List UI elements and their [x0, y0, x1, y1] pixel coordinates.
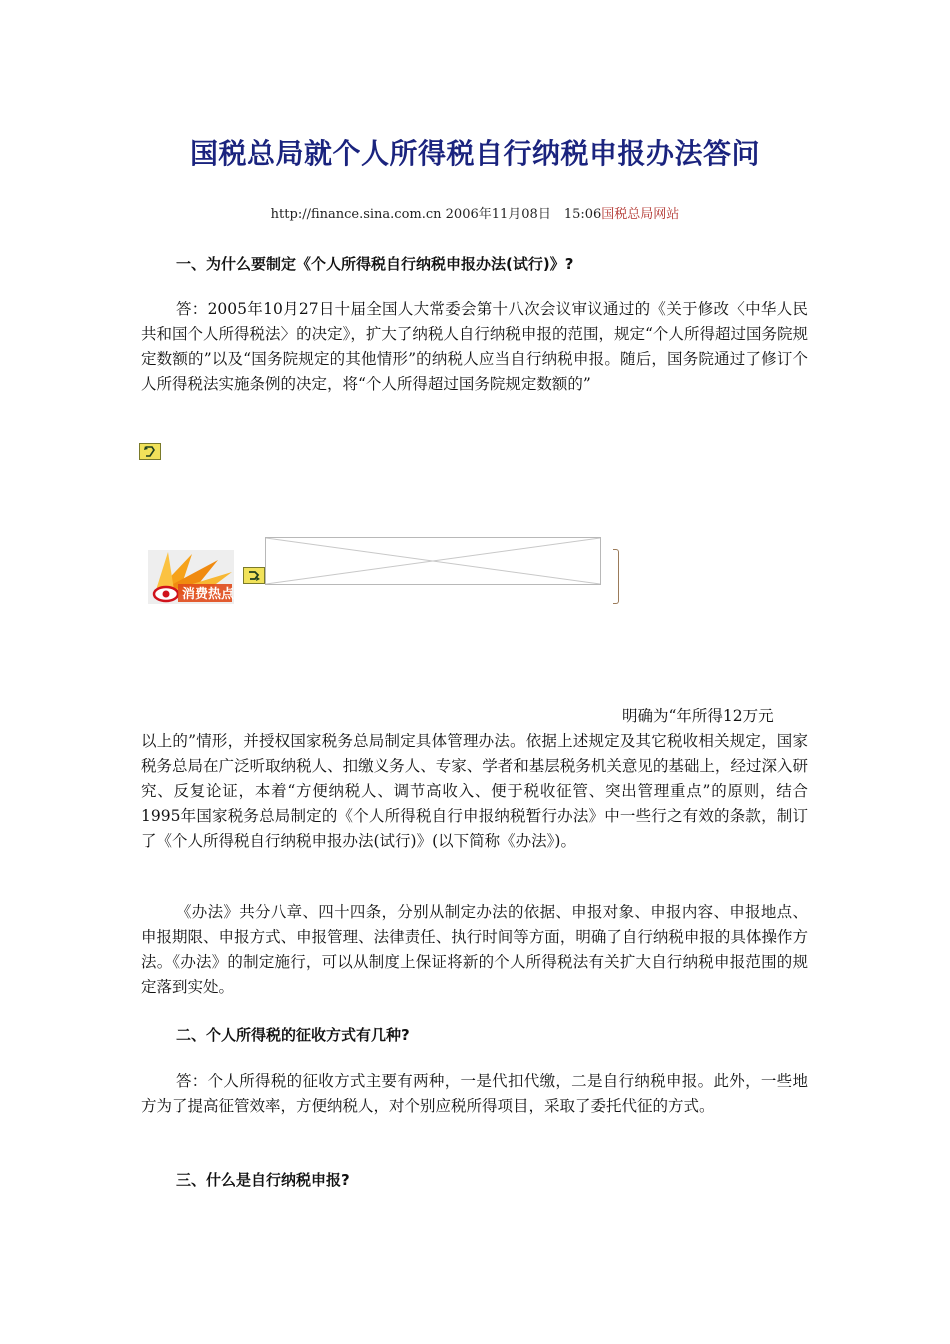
refresh-arrow-icon [140, 444, 160, 459]
promo-hot-topic-image[interactable] [148, 550, 234, 604]
answer-1-paragraph-1: 答：2005年10月27日十届全国人大常委会第十八次会议审议通过的《关于修改〈中华人民共和国个人所得税法〉的决定》，扩大了纳税人自行纳税申报的范围，规定“个人所得超过国务院规定数额的”以及“国务院规定的其他情形”的纳税人应当自行纳税申报。随后，国务院通过了修订个人所得税法实施条例的决定，将“个人所得超过国务院规定数额的” [141, 300, 808, 393]
question-3: 三、什么是自行纳税申报? [176, 1171, 350, 1189]
question-1: 一、为什么要制定《个人所得税自行纳税申报办法(试行)》? [176, 255, 574, 273]
answer-1-paragraph-2: 以上的”情形，并授权国家税务总局制定具体管理办法。依据上述规定及其它税收相关规定，国家税务总局在广泛听取纳税人、扣缴义务人、专家、学者和基层税务机关意见的基础上，经过深入研究、反复论证，本着“方便纳税人、调节高收入、便于税收征管、突出管理重点”的原则，结合1995年国家税务总局制定的《个人所得税自行申报纳税暂行办法》中一些行之有效的条款，制订了《个人所得税自行纳税申报办法(试行)》(以下简称《办法》)。 [141, 732, 808, 850]
answer-1-paragraph-3: 《办法》共分八章、四十四条，分别从制定办法的依据、申报对象、申报内容、申报地点、申报期限、申报方式、申报管理、法律责任、执行时间等方面，明确了自行纳税申报的具体操作方法。《办法》的制定施行，可以从制度上保证将新的个人所得税法有关扩大自行纳税申报范围的规定落到实处。 [141, 903, 808, 996]
sina-eye-logo-icon [148, 550, 234, 604]
article-meta [0, 203, 950, 222]
answer-2: 答：个人所得税的征收方式主要有两种，一是代扣代缴，二是自行纳税申报。此外，一些地方为了提高征管效率，方便纳税人，对个别应税所得项目，采取了委托代征的方式。 [141, 1072, 808, 1115]
broken-image-icon-2[interactable] [243, 567, 265, 584]
meta-url-time: http://finance.sina.com.cn 2006年11月08日 15:06 [270, 207, 602, 222]
promo-badge-text: 消费热点 [182, 587, 234, 602]
source-link[interactable]: 国税总局网站 [601, 207, 680, 222]
broken-image-icon[interactable] [139, 443, 161, 460]
ad-frame-edge [613, 549, 619, 604]
image-placeholder [265, 537, 601, 585]
arrow-swirl-icon [244, 568, 264, 583]
article-title: 国税总局就个人所得税自行纳税申报办法答问 [189, 137, 760, 170]
answer-1-paragraph-2-start: 明确为“年所得12万元 [622, 707, 774, 725]
placeholder-cross-icon [266, 538, 600, 584]
question-2: 二、个人所得税的征收方式有几种? [176, 1026, 410, 1044]
